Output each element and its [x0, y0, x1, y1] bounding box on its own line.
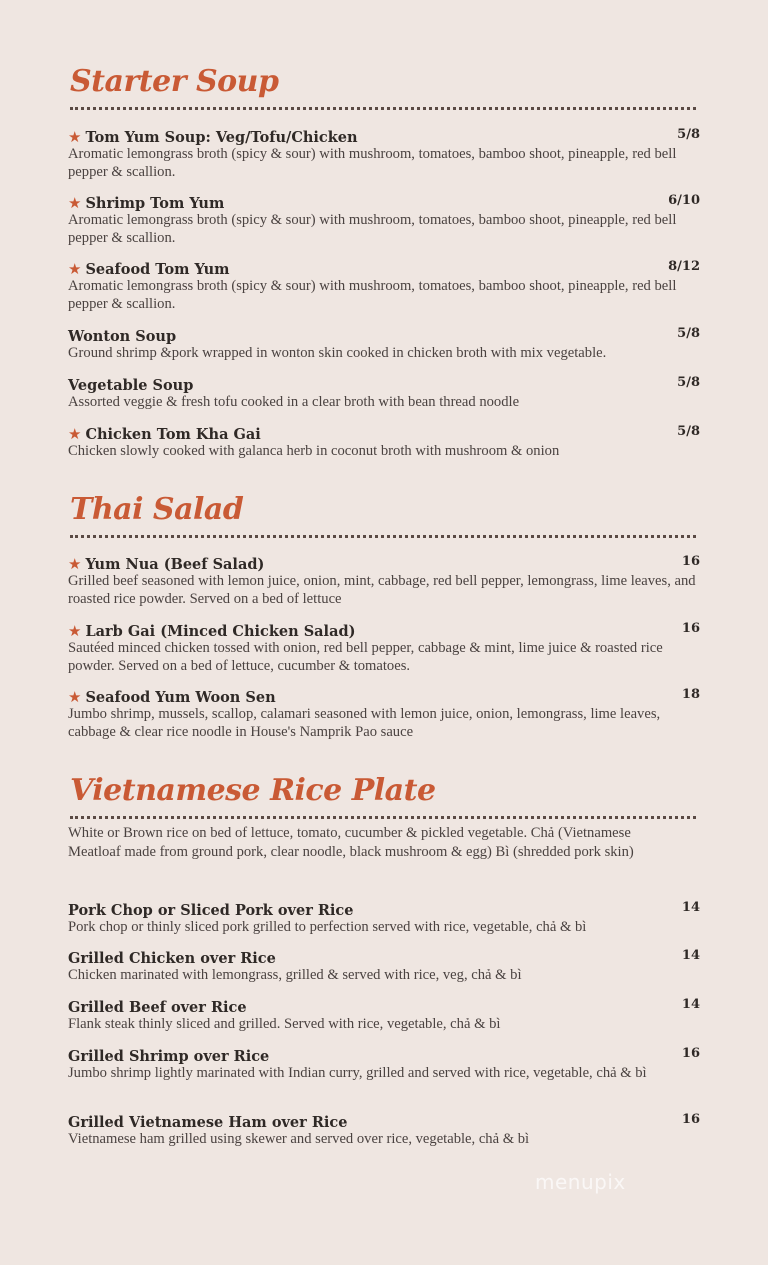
star-icon: ★ — [68, 555, 82, 573]
item-description: Aromatic lemongrass broth (spicy & sour) with mushroom, tomatoes, bamboo shoot, pineapple, red bell pepper & scallion. — [68, 278, 677, 312]
menu-item — [68, 997, 700, 1034]
item-name: Grilled Chicken over Rice — [68, 950, 276, 967]
star-icon: ★ — [68, 688, 82, 706]
item-description: Aromatic lemongrass broth (spicy & sour) with mushroom, tomatoes, bamboo shoot, pineapple, red bell pepper & scallion. — [68, 146, 677, 180]
item-description: Jumbo shrimp lightly marinated with Indian curry, grilled and served with rice, vegetable, chả & bì — [68, 1065, 647, 1081]
item-price: 5/8 — [677, 375, 700, 390]
item-name: Larb Gai (Minced Chicken Salad) — [85, 623, 356, 640]
item-price: 16 — [681, 621, 700, 636]
item-description: Flank steak thinly sliced and grilled. Served with rice, vegetable, chả & bì — [68, 1016, 501, 1032]
item-price: 6/10 — [668, 193, 700, 208]
item-price: 14 — [681, 948, 700, 963]
star-icon: ★ — [68, 425, 82, 443]
section-title-thai-salad: Thai Salad — [70, 492, 244, 527]
menu-item — [68, 259, 700, 313]
watermark: menupix — [535, 1170, 626, 1194]
item-description: Chicken slowly cooked with galanca herb in coconut broth with mushroom & onion — [68, 443, 560, 459]
item-price: 18 — [681, 687, 700, 702]
item-price: 8/12 — [668, 259, 700, 274]
section-divider — [70, 107, 696, 110]
item-name: Vegetable Soup — [68, 377, 194, 394]
menu-item — [68, 621, 700, 675]
item-name: Seafood Tom Yum — [85, 261, 230, 278]
item-description: Vietnamese ham grilled using skewer and served over rice, vegetable, chả & bì — [68, 1131, 530, 1147]
item-name: Tom Yum Soup: Veg/Tofu/Chicken — [85, 129, 358, 146]
item-description: Chicken marinated with lemongrass, grilled & served with rice, veg, chả & bì — [68, 967, 522, 983]
item-price: 16 — [681, 1112, 700, 1127]
item-name: Yum Nua (Beef Salad) — [85, 556, 265, 573]
star-icon: ★ — [68, 128, 82, 146]
menu-item — [68, 424, 700, 461]
item-name: Shrimp Tom Yum — [85, 195, 225, 212]
section-divider — [70, 535, 696, 538]
menu-item — [68, 1112, 700, 1149]
section-title-starter-soup: Starter Soup — [70, 64, 279, 99]
item-description: Grilled beef seasoned with lemon juice, onion, mint, cabbage, red bell pepper, lemongrass, lime leaves, and roasted rice powder. Served on a bed of lettuce — [68, 573, 696, 607]
item-price: 5/8 — [677, 127, 700, 142]
menu-item — [68, 948, 700, 985]
item-price: 5/8 — [677, 326, 700, 341]
item-price: 5/8 — [677, 424, 700, 439]
item-price: 14 — [681, 900, 700, 915]
item-description: Aromatic lemongrass broth (spicy & sour) with mushroom, tomatoes, bamboo shoot, pineapple, red bell pepper & scallion. — [68, 212, 677, 246]
menu-item — [68, 375, 700, 412]
item-name: Grilled Shrimp over Rice — [68, 1048, 270, 1065]
section-intro: White or Brown rice on bed of lettuce, tomato, cucumber & pickled vegetable. Chả (Vietnamese Meatloaf made from ground pork, clear noodle, black mushroom & egg) Bì (shredded pork skin) — [68, 825, 634, 860]
section-divider — [70, 816, 696, 819]
section-title-vietnamese-rice-plate: Vietnamese Rice Plate — [70, 773, 436, 808]
item-description: Ground shrimp &pork wrapped in wonton skin cooked in chicken broth with mix vegetable. — [68, 345, 607, 361]
menu-item — [68, 326, 700, 363]
item-name: Wonton Soup — [68, 328, 177, 345]
menu-item — [68, 127, 700, 181]
menu-item — [68, 1046, 700, 1083]
menu-item — [68, 900, 700, 937]
menu-item — [68, 193, 700, 247]
item-name: Seafood Yum Woon Sen — [85, 689, 276, 706]
item-price: 16 — [681, 554, 700, 569]
item-price: 16 — [681, 1046, 700, 1061]
item-price: 14 — [681, 997, 700, 1012]
item-name: Grilled Vietnamese Ham over Rice — [68, 1114, 348, 1131]
star-icon: ★ — [68, 260, 82, 278]
item-description: Pork chop or thinly sliced pork grilled to perfection served with rice, vegetable, chả & bì — [68, 919, 587, 935]
item-description: Jumbo shrimp, mussels, scallop, calamari seasoned with lemon juice, onion, lemongrass, lime leaves, cabbage & clear rice noodle in House's Namprik Pao sauce — [68, 706, 661, 740]
star-icon: ★ — [68, 194, 82, 212]
menu-item — [68, 554, 700, 608]
item-description: Sautéed minced chicken tossed with onion, red bell pepper, cabbage & mint, lime juice & roasted rice powder. Served on a bed of lettuce, cucumber & tomatoes. — [68, 640, 663, 674]
item-name: Pork Chop or Sliced Pork over Rice — [68, 902, 354, 919]
menu-item — [68, 687, 700, 741]
item-description: Assorted veggie & fresh tofu cooked in a clear broth with bean thread noodle — [68, 394, 520, 410]
item-name: Grilled Beef over Rice — [68, 999, 247, 1016]
star-icon: ★ — [68, 622, 82, 640]
item-name: Chicken Tom Kha Gai — [85, 426, 261, 443]
